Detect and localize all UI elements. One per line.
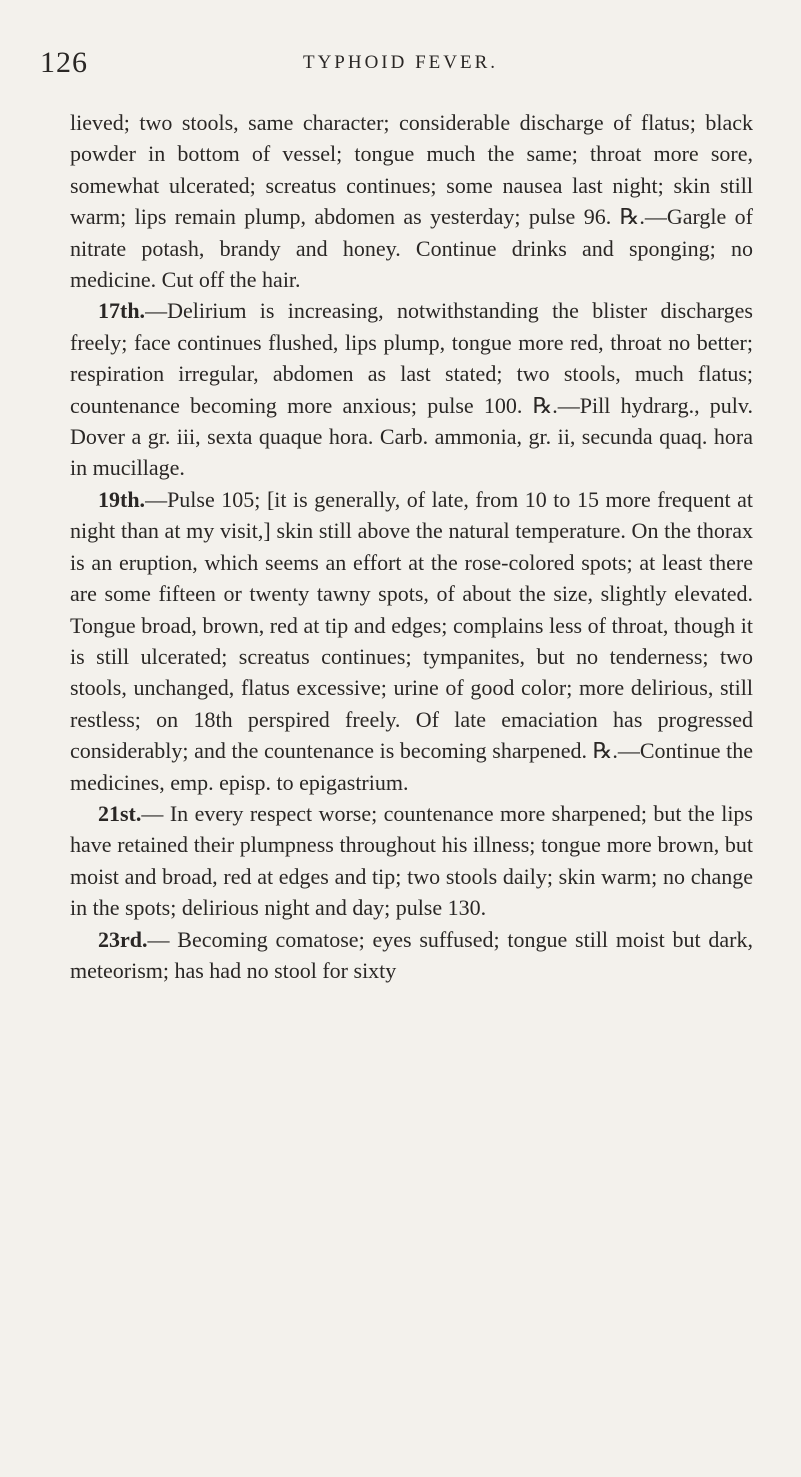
paragraph-entry-21st: [70, 798, 753, 924]
running-title: TYPHOID FEVER.: [302, 52, 499, 73]
paragraph-text: —Pulse 105; [it is generally, of late, from 10 to 15 more frequent at night than at my visit,] skin still above the natural temperature. On the thorax is an eruption, which seems an effort at the rose-colored spots; at least there are some fifteen or twenty tawny spots, of about the size, slightly elevated. Tongue broad, brown, red at tip and edges; complains less of throat, though it is still ulcerated; screatus continues; tympanites, but no tenderness; two stools, unchanged, flatus excessive; urine of good color; more delirious, still restless; on 18th perspired freely. Of late emaciation has progressed considerably; and the countenance is becoming sharpened. ℞.—Continue the medicines, emp. episp. to epigastrium.: [70, 486, 753, 795]
page-header: [40, 46, 761, 86]
page-number: 126: [40, 46, 88, 79]
paragraph-text: — Becoming comatose; eyes suffused; tongue still moist but dark, meteorism; has had no stool for sixty: [70, 926, 753, 983]
paragraph-continuation: [70, 107, 753, 295]
paragraph-text: lieved; two stools, same character; considerable discharge of flatus; black powder in bottom of vessel; tongue much the same; throat more sore, somewhat ulcerated; screatus continues; some nausea last night; skin still warm; lips remain plump, abdomen as yesterday; pulse 96. ℞.—Gargle of nitrate potash, brandy and honey. Continue drinks and sponging; no medicine. Cut off the hair.: [70, 110, 753, 293]
body-text: [70, 107, 753, 986]
paragraph-text: — In every respect worse; countenance more sharpened; but the lips have retained their plumpness throughout his illness; tongue more brown, but moist and broad, red at edges and tip; two stools daily; skin warm; no change in the spots; delirious night and day; pulse 130.: [70, 800, 753, 921]
entry-date: 17th.: [98, 298, 146, 324]
paragraph-entry-23rd: [70, 924, 753, 987]
paragraph-entry-19th: [70, 484, 753, 798]
entry-date: 19th.: [98, 486, 146, 512]
paragraph-entry-17th: [70, 295, 753, 483]
paragraph-text: —Delirium is increasing, notwithstanding the blister discharges freely; face continues flushed, lips plump, tongue more red, throat no better; respiration irregular, abdomen as last stated; two stools, much flatus; countenance becoming more anxious; pulse 100. ℞.—Pill hydrarg., pulv. Dover a gr. iii, sexta quaque hora. Carb. ammonia, gr. ii, secunda quaq. hora in mucillage.: [70, 298, 753, 481]
entry-date: 21st.: [98, 800, 142, 826]
entry-date: 23rd.: [98, 926, 148, 952]
